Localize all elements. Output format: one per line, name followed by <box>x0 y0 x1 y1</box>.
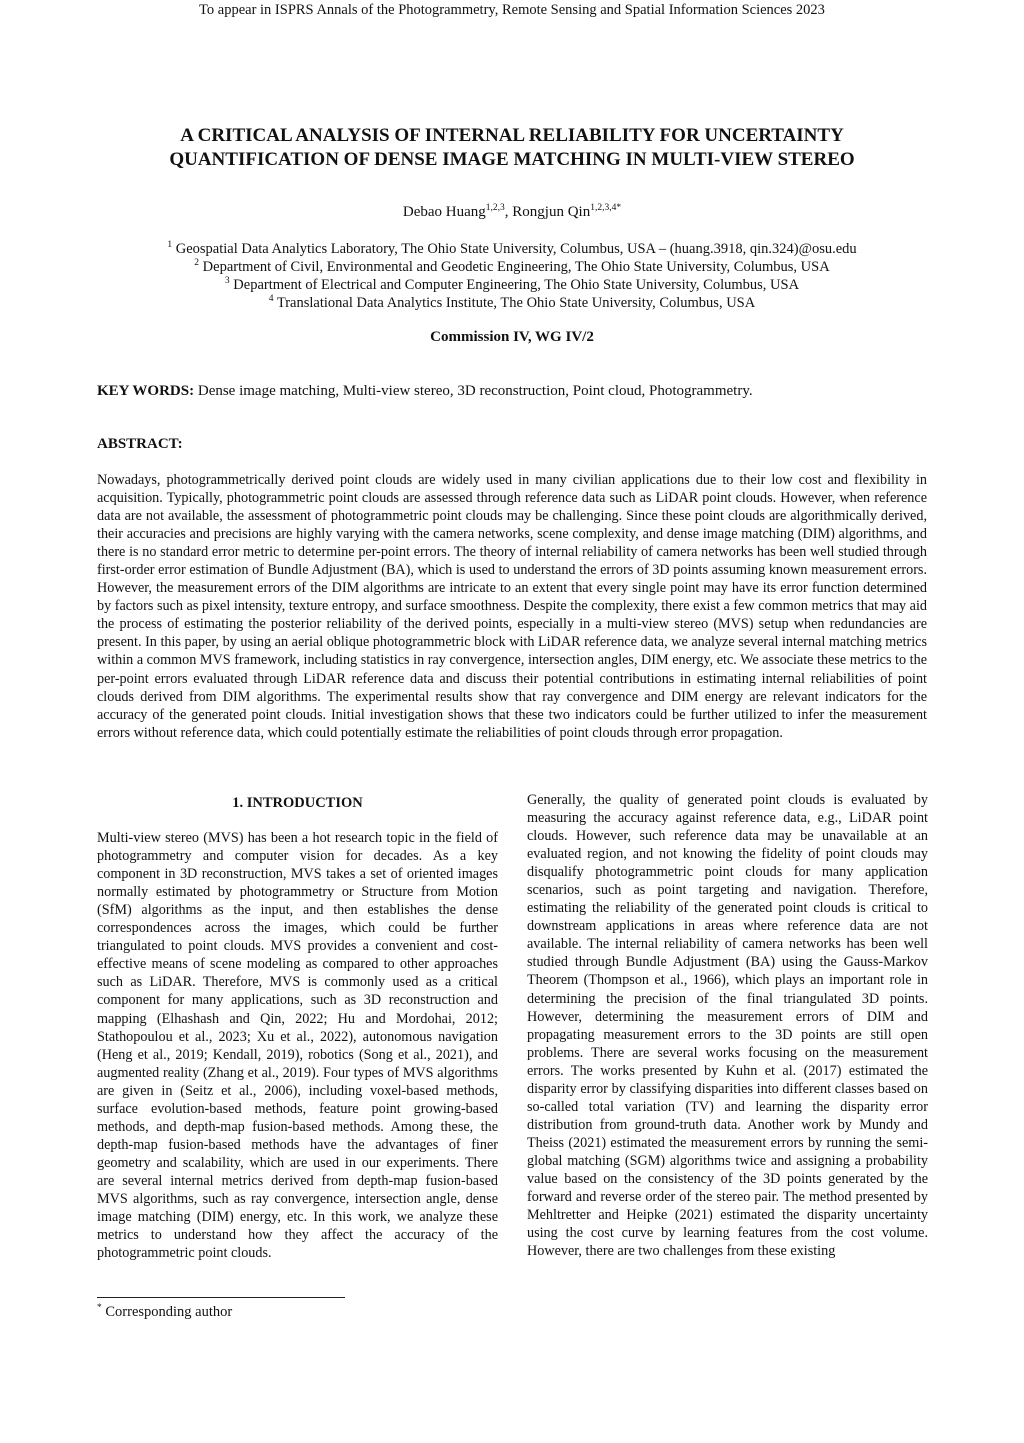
author-name-2: Rongjun Qin <box>512 204 591 220</box>
footnote-marker: * <box>97 1303 102 1314</box>
author-name-1: Debao Huang <box>402 204 486 220</box>
affiliation-text: Department of Civil, Environmental and Geodetic Engineering, The Ohio State University, Columbus, USA <box>199 259 830 275</box>
keywords <box>97 383 927 400</box>
author-2-affiliations: 1,2,3,4* <box>590 203 622 213</box>
paper-title <box>60 124 964 172</box>
footnote <box>97 1304 232 1321</box>
affiliation-number: 4 <box>268 294 274 305</box>
left-column <box>97 791 498 1262</box>
running-head: To appear in ISPRS Annals of the Photogrammetry, Remote Sensing and Spatial Information Sciences 2023 <box>199 2 825 18</box>
keywords-label: KEY WORDS: <box>97 383 195 399</box>
affiliation-number: 3 <box>224 276 230 287</box>
footnote-divider <box>97 1297 345 1298</box>
introduction-paragraph-2: Generally, the quality of generated point clouds is evaluated by measuring the accuracy against reference data, e.g., LiDAR point clouds. However, such reference data may be unavailable at an evaluated region, and not knowing the fidelity of point clouds may disqualify photogrammetric point clouds for many application scenarios, such as point targeting and navigation. Therefore, estimating the reliability of the generated point clouds is critical to downstream applications in areas where reference data are not available. The internal reliability of camera networks has been well studied through Bundle Adjustment (BA) using the Gauss-Markov Theorem (Thompson et al., 1966), which plays an important role in determining the precision of the final triangulated 3D points. However, determining the measurement errors of DIM and propagating measurement errors to the 3D points are still open problems. There are several works focusing on the measurement errors. The works presented by Kuhn et al. (2017) estimated the disparity error by classifying disparities into different classes based on so-called total variation (TV) and learning the disparity error distribution from ground-truth data. Another work by Mundy and Theiss (2021) estimated the measurement errors by running the semi-global matching (SGM) algorithms twice and assigning a probability value based on the consistency of the 3D points generated by the forward and reverse order of the stereo pair. The method presented by Mehltretter and Heipke (2021) estimated the disparity uncertainty using the cost curve by learning features from the cost volume. However, there are two challenges from these existing <box>527 792 928 1260</box>
author-list <box>0 204 1024 221</box>
affiliation-3 <box>0 276 1024 294</box>
introduction-paragraph-1: Multi-view stereo (MVS) has been a hot research topic in the field of photogrammetry and computer vision for decades. As a key component in 3D reconstruction, MVS takes a set of oriented images normally estimated by photogrammetry or Structure from Motion (SfM) algorithms as the input, and then establishes the dense correspondences across the images, which could be further triangulated to point clouds. MVS provides a convenient and cost-effective means of scene modeling as compared to other approaches such as LiDAR. Therefore, MVS is commonly used as a critical component for many applications, such as 3D reconstruction and mapping (Elhashash and Qin, 2022; Hu and Mordohai, 2012; Stathopoulou et al., 2023; Xu et al., 2022), autonomous navigation (Heng et al., 2019; Kendall, 2019), robotics (Song et al., 2021), and augmented reality (Zhang et al., 2019). Four types of MVS algorithms are given in (Seitz et al., 2006), including voxel-based methods, surface evolution-based methods, feature point growing-based methods, and depth-map fusion-based methods. Among these, the depth-map fusion-based methods have the advantages of finer geometry and scalability, which are used in our experiments. There are several internal metrics derived from depth-map fusion-based MVS algorithms, such as ray convergence, intersection angle, dense image matching (DIM) energy, etc. In this work, we analyze these metrics to understand how they affect the accuracy of the photogrammetric point clouds. <box>97 830 498 1262</box>
affiliation-2 <box>0 258 1024 276</box>
keywords-text: Dense image matching, Multi-view stereo, 3D reconstruction, Point cloud, Photogrammetry. <box>194 383 753 399</box>
affiliation-text: Department of Electrical and Computer Engineering, The Ohio State University, Columbus, USA <box>229 277 800 293</box>
affiliations <box>0 240 1024 312</box>
right-column <box>527 791 928 1260</box>
affiliation-number: 1 <box>167 240 173 251</box>
author-separator: , <box>504 204 513 220</box>
affiliation-text: Geospatial Data Analytics Laboratory, The Ohio State University, Columbus, USA – (huang.3918, qin.324)@osu.edu <box>172 241 857 257</box>
abstract-text: Nowadays, photogrammetrically derived point clouds are widely used in many civilian applications due to their low cost and flexibility in acquisition. Typically, photogrammetric point clouds are assessed through reference data such as LiDAR point clouds. However, when reference data are not available, the assessment of photogrammetric point clouds may be challenging. Since these point clouds are algorithmically derived, their accuracies and precisions are highly varying with the camera networks, scene complexity, and dense image matching (DIM) algorithms, and there is no standard error metric to determine per-point errors. The theory of internal reliability of camera networks has been well studied through first-order error estimation of Bundle Adjustment (BA), which is used to understand the errors of 3D points assuming known measurement errors. However, the measurement errors of the DIM algorithms are intricate to an extent that every single point may have its error function determined by factors such as pixel intensity, texture entropy, and surface smoothness. Despite the complexity, there exist a few common metrics that may aid the process of estimating the posterior reliability of the derived points, especially in a multi-view stereo (MVS) setup when redundancies are present. In this paper, by using an aerial oblique photogrammetric block with LiDAR reference data, we analyze several internal matching metrics within a common MVS framework, including statistics in ray convergence, intersection angles, DIM energy, etc. We associate these metrics to the per-point errors evaluated through LiDAR reference data and discuss their potential contributions in estimating internal reliabilities of point clouds derived from DIM algorithms. The experimental results show that ray convergence and DIM energy are relevant indicators for the accuracy of the generated point clouds. Initial investigation shows that these two indicators could be further utilized to infer the measurement errors without reference data, which could potentially estimate the reliabilities of point clouds through error propagation. <box>97 472 927 741</box>
footnote-text: Corresponding author <box>101 1304 233 1320</box>
affiliation-number: 2 <box>194 258 200 269</box>
section-heading-introduction: 1. INTRODUCTION <box>232 795 363 811</box>
author-1-affiliations: 1,2,3 <box>485 203 505 213</box>
title-line-1: A CRITICAL ANALYSIS OF INTERNAL RELIABILITY FOR UNCERTAINTY <box>180 125 844 146</box>
title-line-2: QUANTIFICATION OF DENSE IMAGE MATCHING IN MULTI-VIEW STEREO <box>169 149 855 170</box>
affiliation-4 <box>0 294 1024 312</box>
commission: Commission IV, WG IV/2 <box>430 329 594 345</box>
abstract-heading: ABSTRACT: <box>97 436 183 452</box>
affiliation-text: Translational Data Analytics Institute, The Ohio State University, Columbus, USA <box>273 295 756 311</box>
affiliation-1 <box>0 240 1024 258</box>
